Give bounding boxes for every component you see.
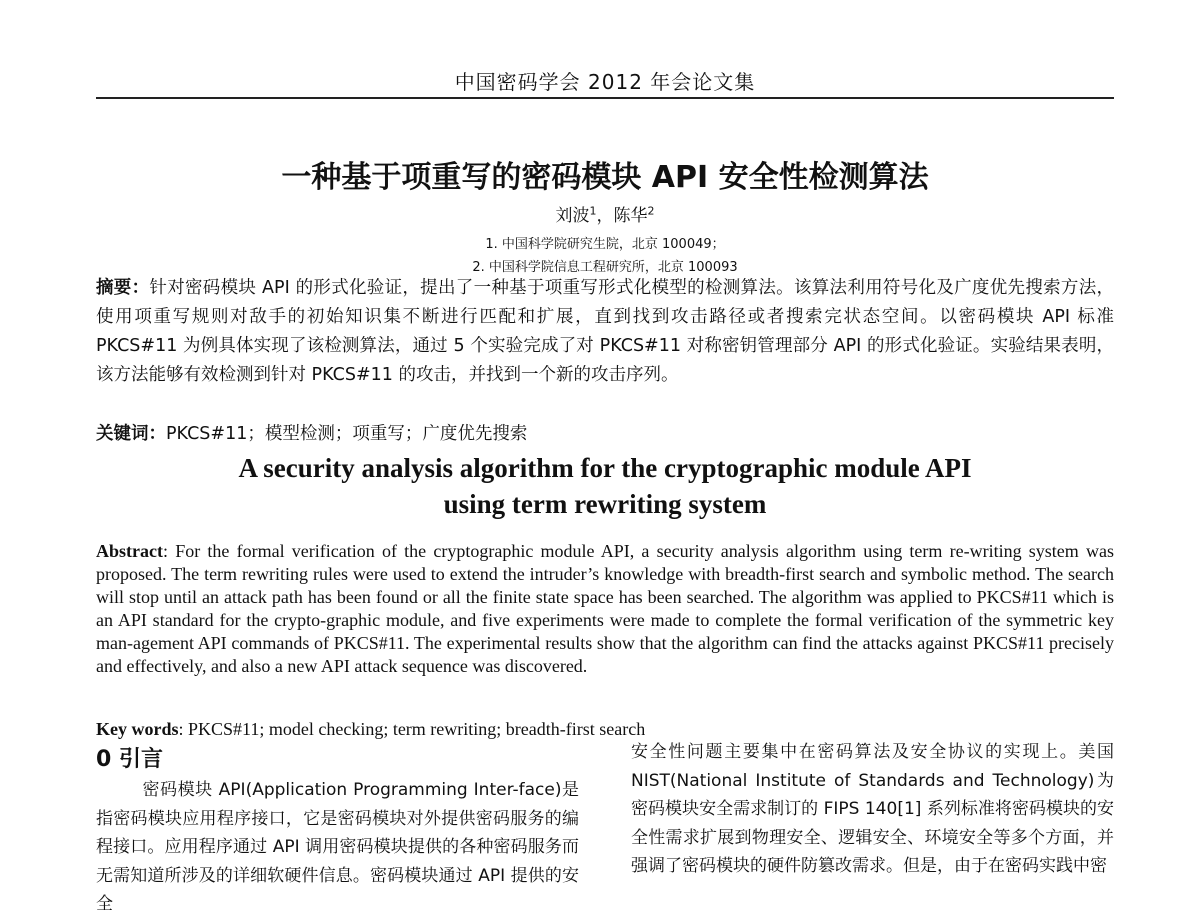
abstract-text-chinese: 针对密码模块 API 的形式化验证，提出了一种基于项重写形式化模型的检测算法。该算法利用符号化及广度优先搜索方法，使用项重写规则对敌手的初始知识集不断进行匹配和扩展，直到找到攻击路径或者搜索完状态空间。以密码模块 API 标准 PKCS#11 为例具体实现了该检测算法，通过 5 个实验完成了对 PKCS#11 对称密钥管理部分 API 的形式化验证。实验结果表明，该方法能够有效检测到针对 PKCS#11 的攻击，并找到一个新的攻击序列。 <box>96 278 1115 385</box>
author-name: 刘波 <box>555 206 590 226</box>
abstract-chinese <box>96 274 1114 390</box>
title-line-1: A security analysis algorithm for the cryptographic module API <box>238 453 972 483</box>
affiliation-mark: 2 <box>647 204 655 218</box>
body-column-right <box>631 738 1114 881</box>
running-head: 中国密码学会 2012 年会论文集 <box>454 70 756 94</box>
keywords-text-chinese: PKCS#11；模型检测；项重写；广度优先搜索 <box>166 424 528 444</box>
keywords-chinese <box>96 420 1114 449</box>
affiliation-mark: 1 <box>589 204 597 218</box>
abstract-label-chinese: 摘要： <box>96 278 150 298</box>
paper-title-chinese: 一种基于项重写的密码模块 API 安全性检测算法 <box>281 160 929 195</box>
keywords-label-english: Key words <box>96 719 179 739</box>
keywords-label-chinese: 关键词： <box>96 424 166 444</box>
title-line-2: using term rewriting system <box>443 489 767 519</box>
abstract-english <box>96 540 1114 678</box>
section-heading: 0 引言 <box>96 747 163 772</box>
abstract-label-english: Abstract <box>96 541 163 561</box>
author-line <box>96 201 1114 226</box>
abstract-text-english: : For the formal verification of the cryptographic module API, a security analysis algorithm using term re-writing system was proposed. The term rewriting rules were used to extend the intruder’s knowledge with breadth-first search and symbolic method. The search will stop until an attack path has been found or all the finite state space has been searched. The algorithm was applied to PKCS#11 which is an API standard for the crypto-graphic module, and five experiments were made to complete the formal verification of the symmetric key man-agement API commands of PKCS#11. The experimental results show that the algorithm can find the attacks against PKCS#11 precisely and effectively, and also a new API attack sequence was discovered. <box>96 541 1114 676</box>
body-text-right: 安全性问题主要集中在密码算法及安全协议的实现上。美国 NIST(National Institute of Standards and Technology)为密码模块安全需求制订的 FIPS 140[1] 系列标准将密码模块的安全性需求扩展到物理安全、逻辑安全、环境安全等多个方面，并强调了密码模块的硬件防篡改需求。但是，由于在密码实践中密 <box>631 742 1114 876</box>
paper-title-english <box>96 450 1114 522</box>
body-text-left: 密码模块 API(Application Programming Inter-face)是指密码模块应用程序接口，它是密码模块对外提供密码服务的编程接口。应用程序通过 API 调用密码模块提供的各种密码服务而无需知道所涉及的详细软硬件信息。密码模块通过 API 提供的安全 <box>96 780 579 914</box>
author-separator: ， <box>596 206 614 226</box>
keywords-english <box>96 718 1114 740</box>
body-column-left <box>96 776 579 919</box>
header-rule <box>96 97 1114 99</box>
author-name: 陈华 <box>613 206 648 226</box>
affiliation-1: 1. 中国科学院研究生院，北京 100049； <box>485 237 725 252</box>
keywords-text-english: : PKCS#11; model checking; term rewriting; breadth-first search <box>178 719 646 739</box>
affiliation-2: 2. 中国科学院信息工程研究所，北京 100093 <box>472 260 738 275</box>
